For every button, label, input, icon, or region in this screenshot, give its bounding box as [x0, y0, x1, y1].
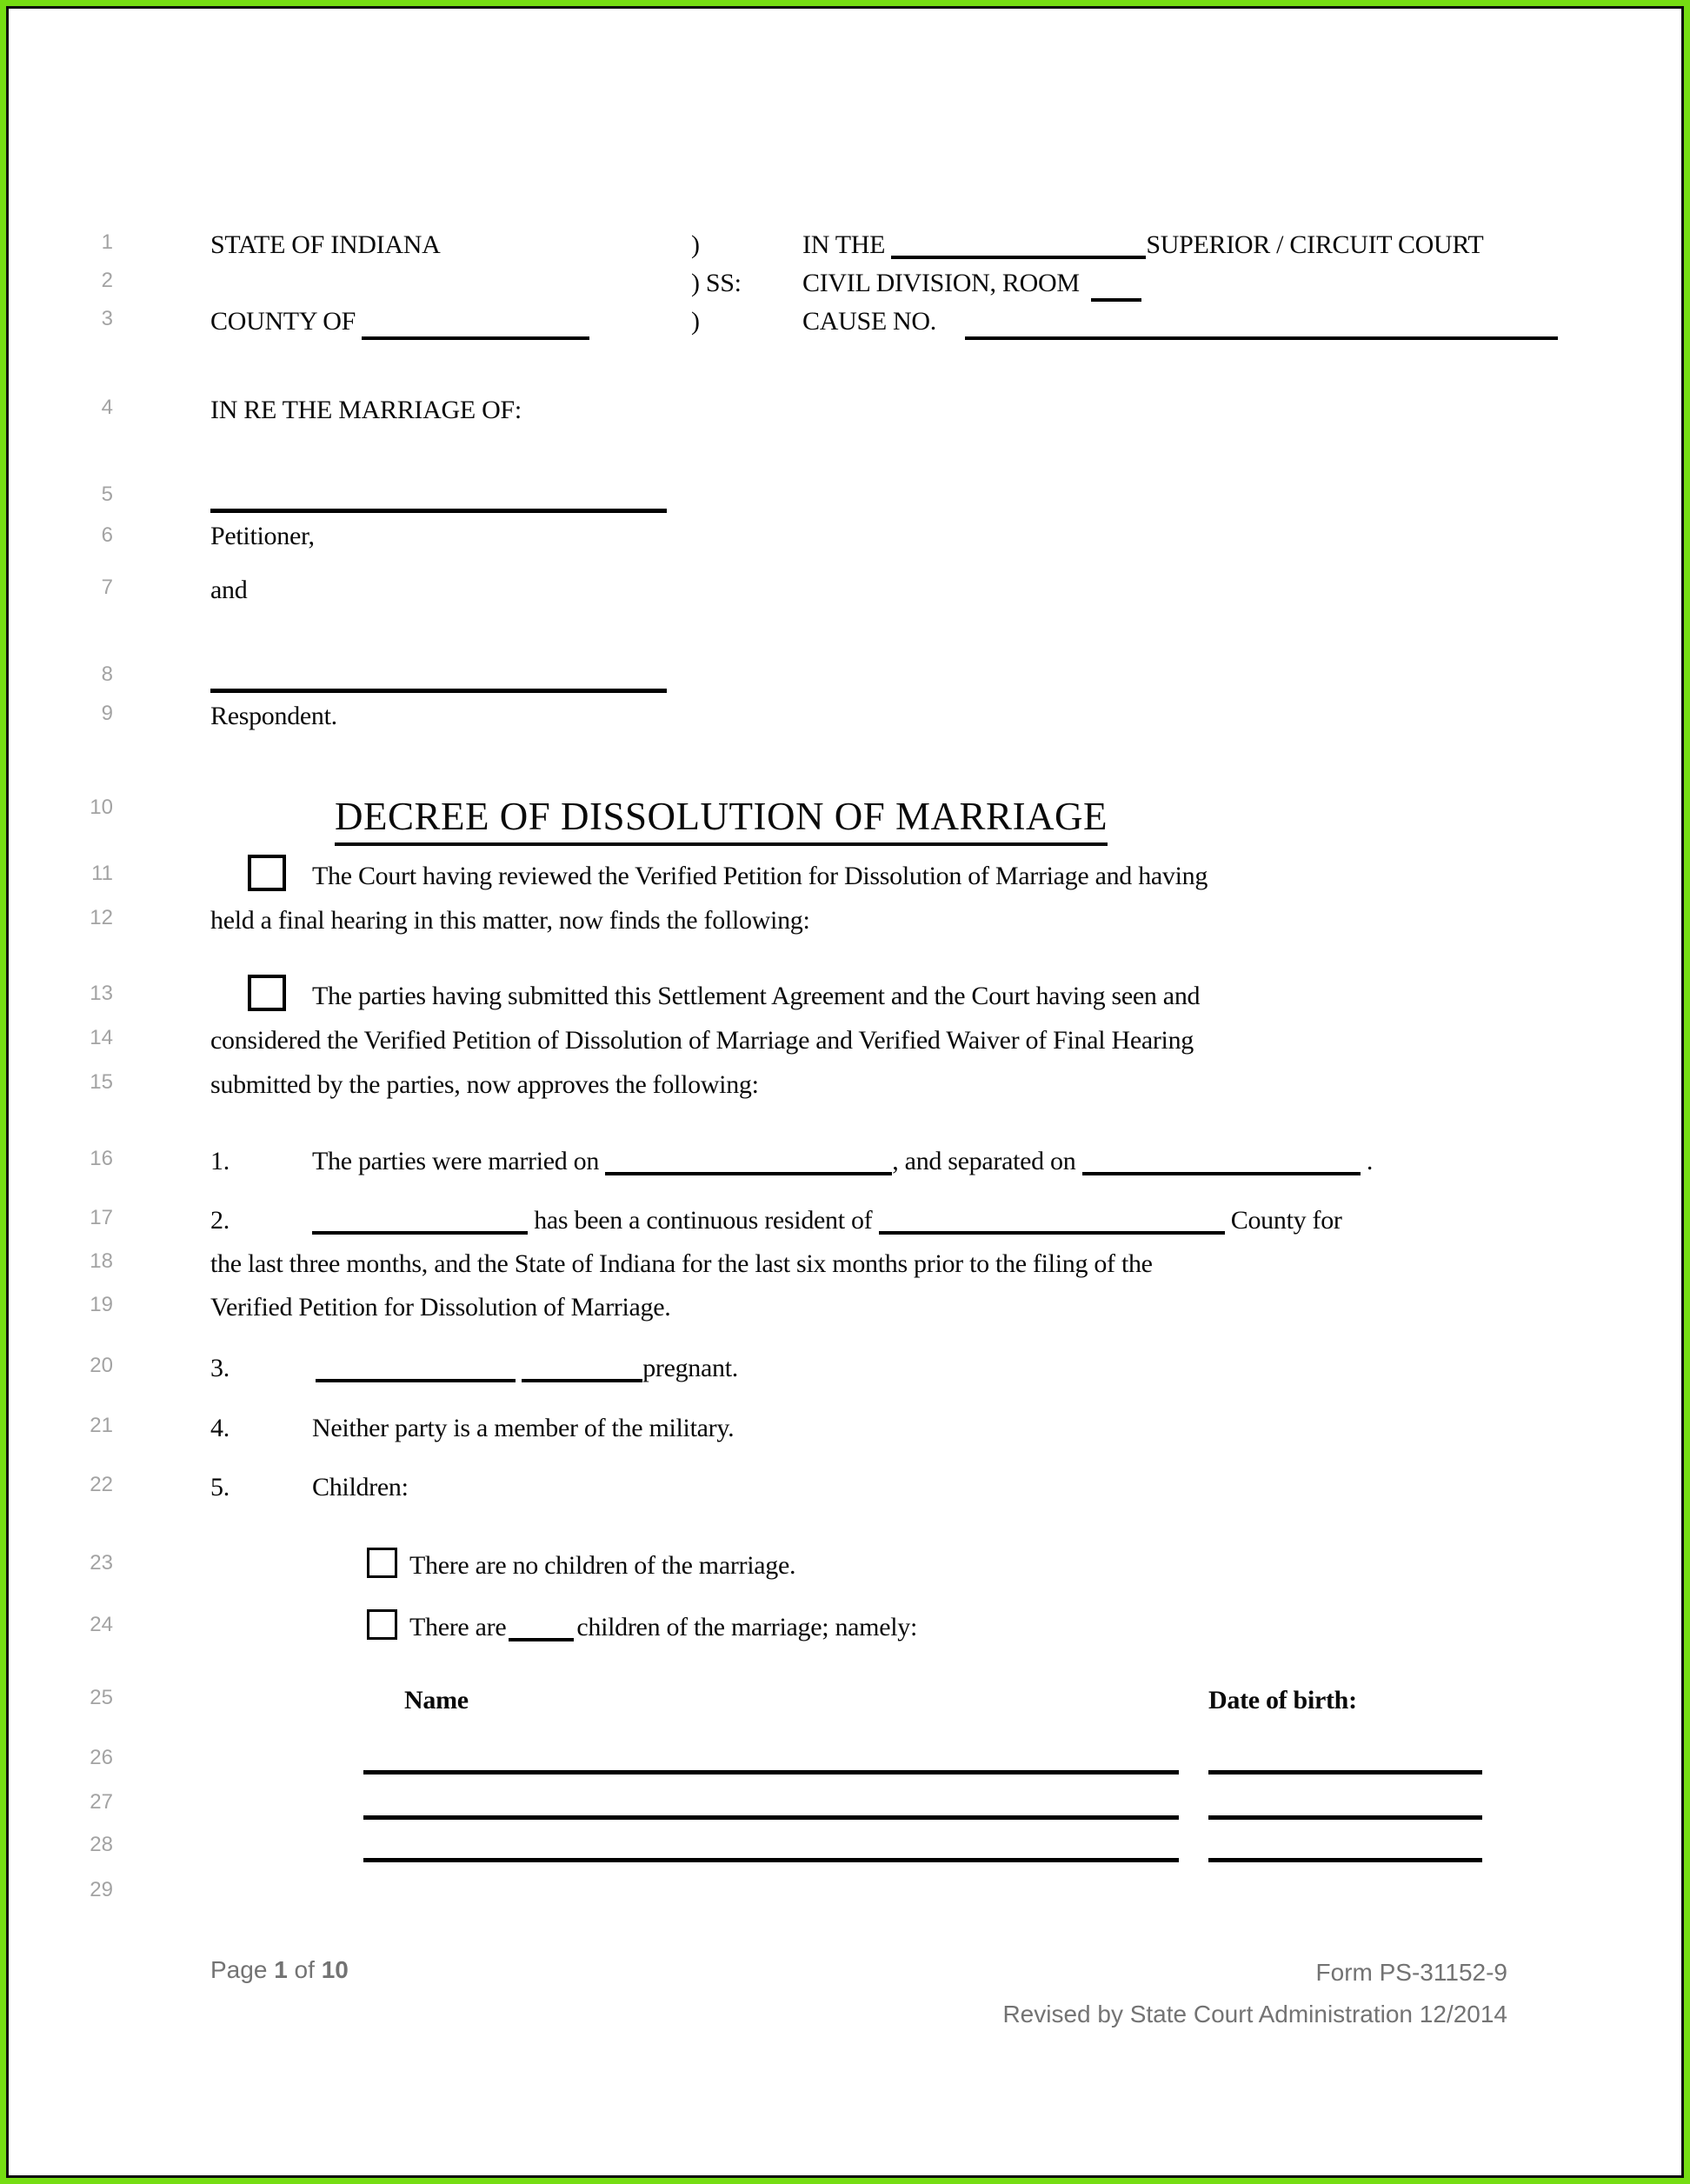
children-pre: There are [409, 1613, 507, 1641]
respondent-name-blank[interactable] [210, 689, 667, 693]
caption-respondent: Respondent. [210, 702, 337, 730]
footer-page-total: 10 [321, 1956, 349, 1983]
finding-settlement-line2: considered the Verified Petition of Dissolution of Marriage and Verified Waiver of Final Hearing [210, 1026, 1194, 1055]
item-4-number: 4. [210, 1414, 230, 1442]
resident-name-blank[interactable] [312, 1229, 528, 1235]
line-number: 1 [101, 230, 113, 254]
line-number: 21 [90, 1414, 113, 1437]
married-date-blank[interactable] [605, 1170, 892, 1175]
has-children-line [409, 1613, 917, 1642]
no-children-text: There are no children of the marriage. [409, 1551, 796, 1580]
form-number: Form PS-31152-9 [1315, 1959, 1507, 1986]
county-blank[interactable] [362, 335, 589, 340]
line-number: 25 [90, 1686, 113, 1709]
header-court-label: SUPERIOR / CIRCUIT COURT [1146, 230, 1484, 259]
line-number: 13 [90, 982, 113, 1005]
child-name-line-3[interactable] [363, 1858, 1179, 1862]
page-indicator [210, 1956, 349, 1984]
header-paren-1: ) [691, 230, 700, 259]
item-1-number: 1. [210, 1147, 230, 1175]
item-3-end: pregnant. [642, 1354, 738, 1382]
children-post: children of the marriage; namely: [576, 1613, 917, 1641]
form-revision-note: Revised by State Court Administration 12/2014 [1002, 2001, 1507, 2028]
footer-of-word: of [294, 1956, 315, 1983]
finding-hearing-line2: held a final hearing in this matter, now finds the following: [210, 906, 810, 935]
item-5-text: Children: [312, 1473, 409, 1502]
cause-no-blank[interactable] [965, 335, 1558, 340]
line-number: 23 [90, 1551, 113, 1575]
caption-petitioner: Petitioner, [210, 522, 315, 550]
line-number: 27 [90, 1790, 113, 1814]
line-number: 11 [91, 862, 113, 885]
footer-page-word: Page [210, 1956, 268, 1983]
header-county-label: COUNTY OF [210, 307, 356, 336]
child-dob-line-2[interactable] [1208, 1815, 1482, 1820]
line-number: 16 [90, 1147, 113, 1170]
line-number: 19 [90, 1293, 113, 1316]
settlement-checkbox[interactable] [248, 975, 286, 1011]
header-division-line [802, 269, 1141, 298]
line-number: 7 [101, 576, 113, 599]
county-name-blank[interactable] [879, 1229, 1225, 1235]
item-2-line3: Verified Petition for Dissolution of Marriage. [210, 1293, 671, 1322]
item-1-end: . [1366, 1147, 1374, 1175]
item-3-line [316, 1354, 738, 1383]
caption-and: and [210, 576, 248, 604]
item-1-mid: , and separated on [892, 1147, 1076, 1175]
finding-settlement-line3: submitted by the parties, now approves the following: [210, 1070, 759, 1099]
line-number: 4 [101, 396, 113, 419]
item-5-number: 5. [210, 1473, 230, 1502]
line-number: 18 [90, 1249, 113, 1273]
has-children-checkbox[interactable] [367, 1609, 397, 1640]
header-ss: ) SS: [691, 269, 742, 297]
finding-hearing-line1: The Court having reviewed the Verified Petition for Dissolution of Marriage and having [312, 862, 1208, 890]
room-blank[interactable] [1091, 296, 1141, 302]
pregnant-isnot-blank[interactable] [522, 1377, 642, 1382]
line-number: 9 [101, 702, 113, 725]
line-number: 17 [90, 1206, 113, 1229]
line-number: 22 [90, 1473, 113, 1496]
line-number: 5 [101, 483, 113, 506]
line-number: 29 [90, 1878, 113, 1901]
item-4-text: Neither party is a member of the military. [312, 1414, 735, 1442]
header-cause-line [802, 307, 1558, 336]
child-name-line-2[interactable] [363, 1815, 1179, 1820]
line-number: 10 [90, 796, 113, 819]
line-number: 28 [90, 1833, 113, 1856]
item-2-mid: has been a continuous resident of [534, 1206, 873, 1235]
line-number: 14 [90, 1026, 113, 1049]
line-number: 26 [90, 1746, 113, 1769]
item-3-number: 3. [210, 1354, 230, 1382]
line-number: 15 [90, 1070, 113, 1094]
header-civil-division: CIVIL DIVISION, ROOM [802, 269, 1080, 297]
line-number: 6 [101, 523, 113, 547]
header-state: STATE OF INDIANA [210, 230, 441, 259]
item-2-end: County for [1230, 1206, 1342, 1235]
item-1-pre: The parties were married on [312, 1147, 600, 1175]
petitioner-name-blank[interactable] [210, 509, 667, 513]
children-count-blank[interactable] [509, 1636, 574, 1641]
item-2-line [312, 1206, 1342, 1235]
line-number: 3 [101, 307, 113, 330]
item-2-number: 2. [210, 1206, 230, 1235]
header-paren-3: ) [691, 307, 700, 336]
item-1-line [312, 1147, 1373, 1176]
header-county-line [210, 307, 589, 336]
court-name-blank[interactable] [891, 254, 1146, 259]
separated-date-blank[interactable] [1082, 1170, 1361, 1175]
finding-settlement-line1: The parties having submitted this Settlement Agreement and the Court having seen and [312, 982, 1201, 1010]
footer-page-number: 1 [274, 1956, 288, 1983]
header-cause-no-label: CAUSE NO. [802, 307, 936, 336]
no-children-checkbox[interactable] [367, 1548, 397, 1578]
header-in-the: IN THE [802, 230, 886, 259]
pregnant-name-blank[interactable] [316, 1377, 516, 1382]
line-number: 12 [90, 906, 113, 929]
child-dob-line-1[interactable] [1208, 1770, 1482, 1774]
line-number: 8 [101, 663, 113, 686]
line-number: 20 [90, 1354, 113, 1377]
child-name-line-1[interactable] [363, 1770, 1179, 1774]
final-hearing-checkbox[interactable] [248, 855, 286, 891]
line-number: 2 [101, 269, 113, 292]
header-court-line [802, 230, 1483, 260]
children-dob-header: Date of birth: [1208, 1686, 1357, 1715]
child-dob-line-3[interactable] [1208, 1858, 1482, 1862]
document-page [6, 6, 1684, 2178]
document-title: DECREE OF DISSOLUTION OF MARRIAGE [335, 794, 1108, 846]
caption-in-re: IN RE THE MARRIAGE OF: [210, 396, 522, 424]
children-name-header: Name [404, 1686, 469, 1715]
item-2-line2: the last three months, and the State of Indiana for the last six months prior to the filing of the [210, 1249, 1153, 1278]
line-number: 24 [90, 1613, 113, 1636]
